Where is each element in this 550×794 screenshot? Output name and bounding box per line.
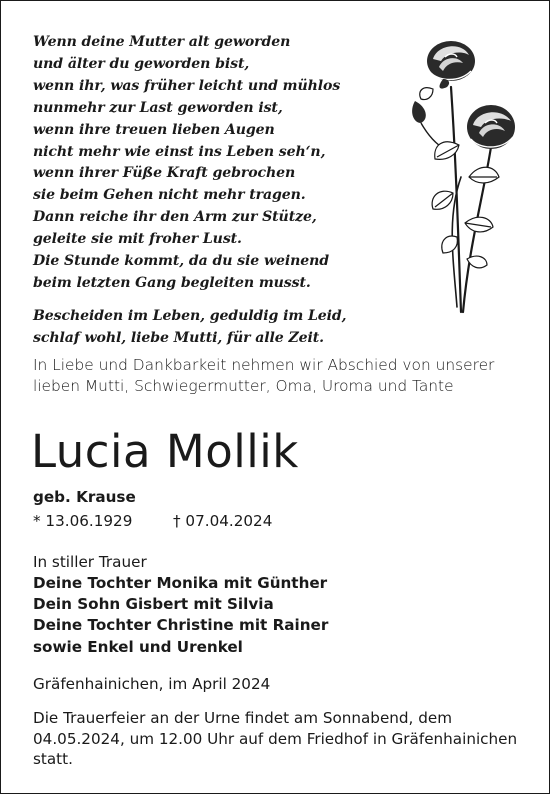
funeral-info: Die Trauerfeier an der Urne findet am Sonnabend, dem 04.05.2024, um 12.00 Uhr auf dem Friedhof in Gräfenhainichen statt. bbox=[33, 709, 518, 769]
poem-closing-line: Bescheiden im Leben, geduldig im Leid, bbox=[33, 307, 347, 324]
poem-line: nunmehr zur Last geworden ist, bbox=[33, 99, 283, 116]
poem-line: geleite sie mit froher Lust. bbox=[33, 231, 242, 248]
poem-line: Dann reiche ihr den Arm zur Stütze, bbox=[33, 209, 317, 226]
poem-line: beim letzten Gang begleiten musst. bbox=[33, 274, 311, 291]
poem-line: Wenn deine Mutter alt geworden bbox=[33, 34, 291, 50]
farewell-intro: In Liebe und Dankbarkeit nehmen wir Abschied von unserer lieben Mutti, Schwiegermutter, Oma, Uroma und Tante bbox=[33, 356, 495, 396]
mourner-entry: sowie Enkel und Urenkel bbox=[33, 637, 243, 656]
death-date: † 07.04.2024 bbox=[173, 512, 273, 530]
place-date: Gräfenhainichen, im April 2024 bbox=[33, 675, 271, 693]
roses-illustration-icon bbox=[403, 27, 521, 317]
life-dates bbox=[33, 512, 273, 530]
poem-line: wenn ihre treuen lieben Augen bbox=[33, 121, 275, 138]
mourning-intro: In stiller Trauer bbox=[33, 553, 147, 571]
maiden-name: geb. Krause bbox=[33, 488, 136, 506]
rose-upper bbox=[427, 41, 475, 89]
poem-line: und älter du geworden bist, bbox=[33, 55, 250, 72]
mourner-entry: Deine Tochter Christine mit Rainer bbox=[33, 616, 329, 635]
birth-date: * 13.06.1929 bbox=[33, 512, 133, 530]
mourner-entry: Dein Sohn Gisbert mit Silvia bbox=[33, 595, 274, 614]
rose-lower bbox=[467, 105, 515, 149]
poem-line: nicht mehr wie einst ins Leben seh‘n, bbox=[33, 143, 326, 160]
poem-line: sie beim Gehen nicht mehr tragen. bbox=[33, 187, 306, 204]
poem-line: Die Stunde kommt, da du sie weinend bbox=[33, 253, 330, 270]
poem-line: wenn ihr, was früher leicht und mühlos bbox=[33, 77, 341, 94]
mourners-list bbox=[33, 573, 328, 658]
poem-closing-line: schlaf wohl, liebe Mutti, für alle Zeit. bbox=[33, 329, 324, 346]
mourner-entry: Deine Tochter Monika mit Günther bbox=[33, 574, 328, 592]
poem-line: wenn ihrer Füße Kraft gebrochen bbox=[33, 165, 296, 182]
deceased-name: Lucia Mollik bbox=[31, 425, 299, 478]
poem bbox=[33, 32, 413, 350]
